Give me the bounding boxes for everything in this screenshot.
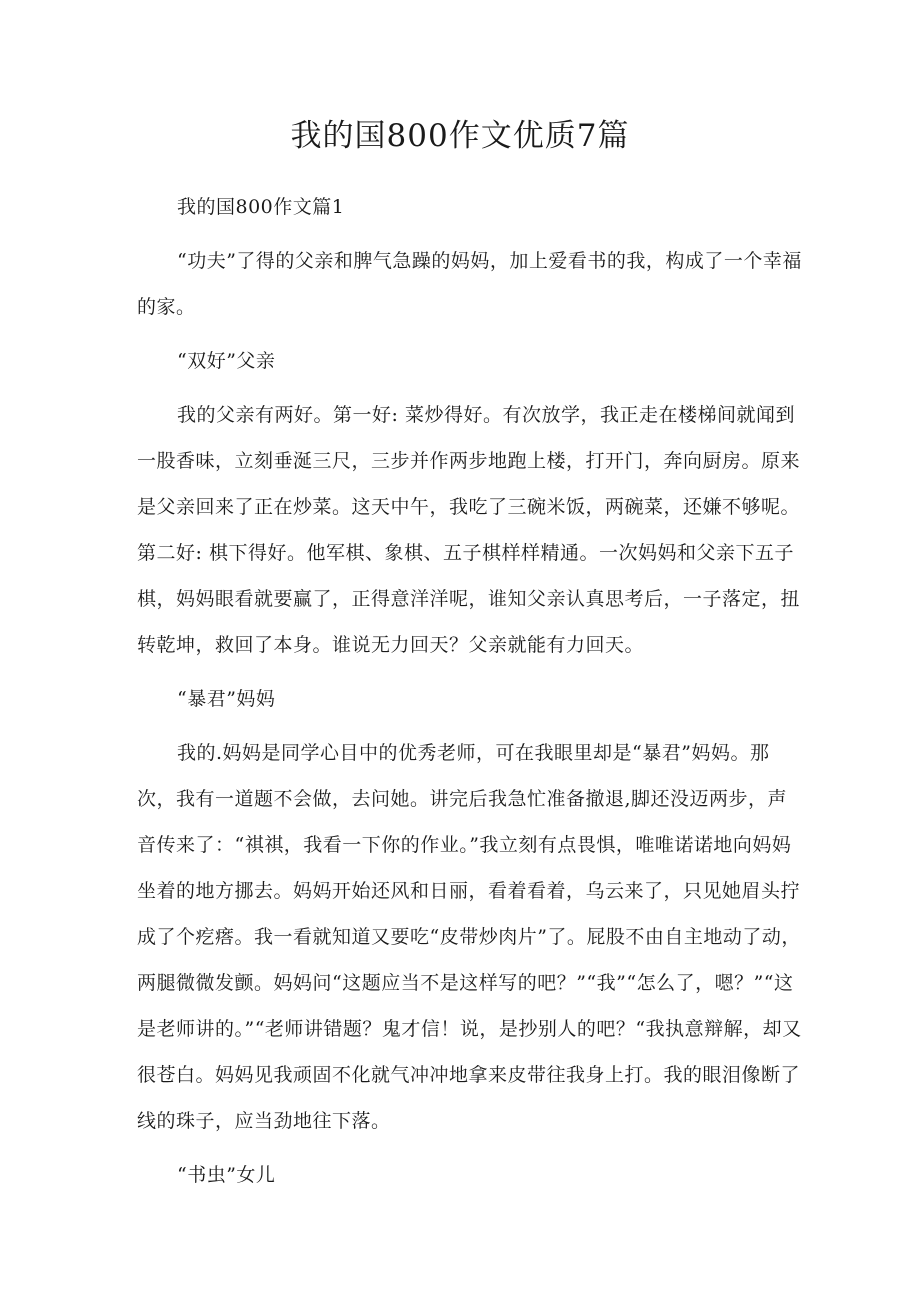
subheading: “书虫”女儿 (177, 1164, 276, 1186)
body-paragraph: 我的.妈妈是同学心目中的优秀老师，可在我眼里却是“暴君”妈妈。那次，我有一道题不会做，去问她。讲完后我急忙准备撤退,脚还没迈两步，声音传来了：“祺祺，我看一下你的作业。”我立刻有点畏惧，唯唯诺诺地向妈妈坐着的地方挪去。妈妈开始还风和日丽，看着看着，乌云来了，只见她眉头拧成了个疙瘩。我一看就知道又要吃“皮带炒肉片”了。屁股不由自主地动了动，两腿微微发颤。妈妈问“这题应当不是这样写的吧？”“我”“怎么了，嗯？”“这是老师讲的。”“老师讲错题？鬼才信！说，是抄别人的吧？“我执意辩解，却又很苍白。妈妈见我顽固不化就气冲冲地拿来皮带往我身上打。我的眼泪像断了线的珠子，应当劲地往下落。 (137, 742, 802, 1132)
section-heading: 我的国800作文篇1 (177, 196, 345, 218)
document-body (137, 184, 805, 1198)
body-paragraph: “功夫”了得的父亲和脾气急躁的妈妈，加上爱看书的我，构成了一个幸福的家。 (137, 250, 802, 318)
subheading: “双好”父亲 (177, 350, 276, 372)
body-paragraph: 我的父亲有两好。第一好: 菜炒得好。有次放学，我正走在楼梯间就闻到一股香味，立刻垂涎三尺，三步并作两步地跑上楼，打开门，奔向厨房。原来是父亲回来了正在炒菜。这天中午，我吃了三碗米饭，两碗菜，还嫌不够呢。第二好: 棋下得好。他军棋、象棋、五子棋样样精通。一次妈妈和父亲下五子棋，妈妈眼看就要赢了，正得意洋洋呢，谁知父亲认真思考后，一子落定，扭转乾坤，救回了本身。谁说无力回天？父亲就能有力回天。 (137, 404, 801, 656)
document-title: 我的国800作文优质7篇 (290, 118, 630, 154)
subheading: “暴君”妈妈 (177, 688, 276, 710)
